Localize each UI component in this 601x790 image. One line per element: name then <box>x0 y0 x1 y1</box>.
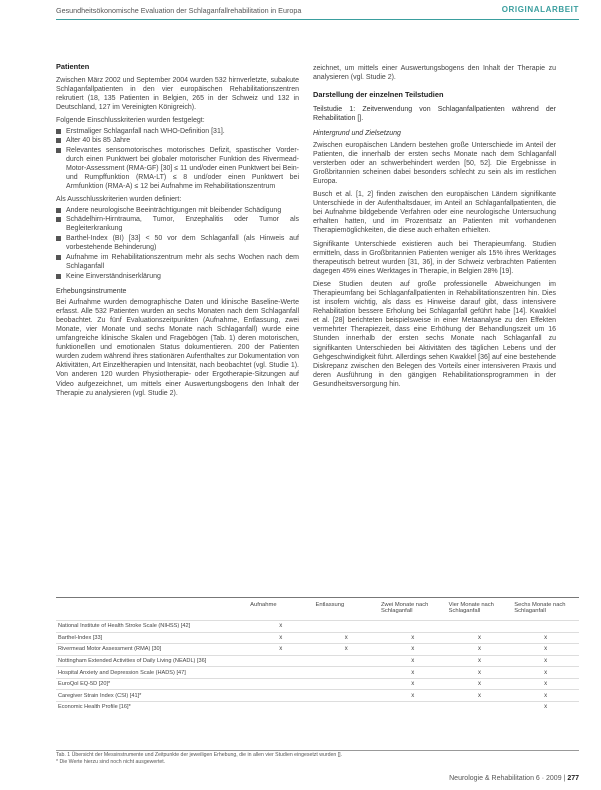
studies-heading: Darstellung der einzelnen Teilstudien <box>313 90 444 100</box>
inclusion-list <box>56 127 299 192</box>
running-title: Gesundheitsökonomische Evaluation der Schlaganfallrehabilitation in Europa <box>56 6 302 15</box>
table-cell <box>447 621 513 633</box>
row-label: Nottingham Extended Activities of Daily Living (NEADL) [36] <box>56 655 248 667</box>
table-header-row <box>56 598 579 621</box>
table-cell: x <box>512 667 579 679</box>
table-cell: x <box>447 690 513 702</box>
table-cell <box>248 690 313 702</box>
header-rule <box>56 19 579 20</box>
paragraph: Zwischen europäischen Ländern bestehen große Unterschiede im Anteil der Patienten, die innerhalb der ersten sechs Monate nach dem Schlaganfall versterben oder an schwerbehindert werden [50, 52]. Die Ergebnisse in Großbritannien scheinen dabei besonders schlecht zu sein als im restlichen Europa. <box>313 141 556 185</box>
page-footer <box>449 775 579 782</box>
bullet-icon <box>56 208 61 213</box>
table-cell: x <box>512 644 579 656</box>
table-row <box>56 702 579 713</box>
table-row <box>56 667 579 679</box>
table-cell: x <box>248 632 313 644</box>
row-label: EuroQol EQ-5D [20]* <box>56 678 248 690</box>
table-row <box>56 655 579 667</box>
page-number: 277 <box>567 775 579 782</box>
table-cell <box>447 702 513 713</box>
left-column <box>56 62 299 402</box>
row-label: National Institute of Health Stroke Scale (NIHSS) [42] <box>56 621 248 633</box>
table-cell <box>248 702 313 713</box>
table-cell: x <box>313 632 379 644</box>
table-cell: x <box>512 632 579 644</box>
background-heading: Hintergrund und Zielsetzung <box>313 130 401 138</box>
table-cell: x <box>248 621 313 633</box>
inclusion-label: Folgende Einschlusskriterien wurden festgelegt: <box>56 117 205 125</box>
bullet-icon <box>56 217 61 222</box>
caption-note: * Die Werte hierzu sind noch nicht ausgewertet. <box>56 759 166 765</box>
list-item: Andere neurologische Beeinträchtigungen mit bleibender Schädigung <box>56 206 299 215</box>
table-caption <box>56 752 579 766</box>
table-cell: x <box>379 690 447 702</box>
table-cell <box>313 621 379 633</box>
list-item: Alter 40 bis 85 Jahre <box>56 136 299 145</box>
continuation-text: zeichnet, um mittels einer Auswertungsbogens den Inhalt der Therapie zu analysieren (vgl. Studie 2). <box>313 65 556 82</box>
column-header: Sechs Monate nach Schlaganfall <box>514 602 566 614</box>
bullet-icon <box>56 138 61 143</box>
caption-text: Tab. 1 Übersicht der Messinstrumente und Zeitpunkte der jeweiligen Erhebung, die in allen vier Studien eingesetzt wurden []. <box>56 752 343 758</box>
table-cell <box>379 702 447 713</box>
table-cell <box>379 621 447 633</box>
table-cell: x <box>512 655 579 667</box>
exclusion-list <box>56 206 299 281</box>
table-cell: x <box>447 644 513 656</box>
instruments-table <box>56 598 579 713</box>
table-cell: x <box>447 667 513 679</box>
table-cell: x <box>379 644 447 656</box>
column-header: Entlassung <box>315 602 345 608</box>
row-label: Rivermead Motor Assessment (RMA) [30] <box>56 644 248 656</box>
bullet-icon <box>56 255 61 260</box>
bullet-icon <box>56 129 61 134</box>
bullet-icon <box>56 148 61 153</box>
instruments-heading: Erhebungsinstrumente <box>56 287 127 295</box>
table-cell: x <box>379 678 447 690</box>
footer-separator: | <box>563 775 568 782</box>
table-cell <box>248 655 313 667</box>
column-header: Vier Monate nach Schlaganfall <box>448 602 494 614</box>
table-cell: x <box>447 655 513 667</box>
table-cell <box>313 667 379 679</box>
list-item: Barthel-Index (BI) [33] < 50 vor dem Schlaganfall (als Hinweis auf vorbestehende Behinderung) <box>56 234 299 252</box>
table-row <box>56 644 579 656</box>
table-header-empty <box>56 598 248 621</box>
table-row <box>56 621 579 633</box>
bullet-icon <box>56 274 61 279</box>
table-cell: x <box>379 632 447 644</box>
study-label: Teilstudie 1: Zeitverwendung von Schlaganfallpatienten während der Rehabilitation []. <box>313 106 556 123</box>
table-cell: x <box>512 702 579 713</box>
table-cell <box>512 621 579 633</box>
journal-name: Neurologie & Rehabilitation 6 · 2009 <box>449 775 562 782</box>
column-header: Aufnahme <box>250 602 277 608</box>
table-cell: x <box>447 632 513 644</box>
table-cell: x <box>379 655 447 667</box>
table-cell: x <box>313 644 379 656</box>
list-item: Schädelhirn-Hirntrauma, Tumor, Enzephalitis oder Tumor als Begleiterkrankung <box>56 215 299 233</box>
paragraph: Signifikante Unterschiede existieren auch bei Therapieumfang. Studien ermitteln, dass in Großbritannien Patienten weniger als 15% ihres Werktages therapeutisch betreut wurden [31, 36], in der Schweiz verbrachten Patienten dagegen 45% eines Werktages in Therapie, in Belgien 28% [19]. <box>313 240 556 275</box>
column-header: Zwei Monate nach Schlaganfall <box>381 602 429 614</box>
bullet-icon <box>56 236 61 241</box>
table-row <box>56 690 579 702</box>
right-column <box>313 64 556 393</box>
table-row <box>56 632 579 644</box>
patients-heading: Patienten <box>56 62 90 71</box>
exclusion-label: Als Ausschlusskriterien wurden definiert: <box>56 196 182 204</box>
list-item: Aufnahme im Rehabilitationszentrum mehr als sechs Wochen nach dem Schlaganfall <box>56 253 299 271</box>
section-label: ORIGINALARBEIT <box>501 5 579 14</box>
table-cell: x <box>248 644 313 656</box>
instruments-text: Bei Aufnahme wurden demographische Daten und klinische Baseline-Werte erfasst. Alle 532 Patienten wurden an sechs Monaten nach dem Schlaganfall beobachtet. Zu fünf Evaluationszeitpunkten (Aufnahme, Entlassung, zwei Monate, vier Monate und sechs Monate nach Schlaganfall) wurde eine umfangreiche klinische Skalen und Fragebögen (Tab. 1) deren motorischen, funktionellen und emotionalen Status dokumentieren. 200 der Patienten wurden zudem während ihres stationären Aufenthaltes zur Dokumentation von Aktivitäten, Art Einzeltherapien und Intensität, nach beobachtet (vgl. Studie 1). Von anderen 120 wurden Physiotherapie- oder Ergotherapie-Sitzungen auf Video aufgezeichnet, um mittels einer Auswertungsbogens den Inhalt der Therapie zu analysieren (vgl. Studie 2). <box>56 298 299 397</box>
table-cell <box>248 667 313 679</box>
table-cell <box>313 690 379 702</box>
table-cell: x <box>447 678 513 690</box>
list-item: Erstmaliger Schlaganfall nach WHO-Definition [31]. <box>56 127 299 136</box>
table-cell <box>313 678 379 690</box>
table-cell: x <box>512 690 579 702</box>
row-label: Barthel-Index [33] <box>56 632 248 644</box>
paragraph: Busch et al. [1, 2] finden zwischen den europäischen Ländern signifikante Unterschiede in der Aufenthaltsdauer, im Anteil an Schlaganfallpatienten, die bei Aufnahme bildgebende Verfahren oder eine neurologische Untersuchung erhalten hatten, und im Prozentsatz an Patienten mit vorhandenen Therapiemöglichkeiten, die diese auch erhalten erhielten. <box>313 191 556 235</box>
table-cell: x <box>512 678 579 690</box>
table-cell <box>248 678 313 690</box>
table-cell: x <box>379 667 447 679</box>
table-cell <box>313 655 379 667</box>
row-label: Hospital Anxiety and Depression Scale (HADS) [47] <box>56 667 248 679</box>
row-label: Caregiver Strain Index (CSI) [41]* <box>56 690 248 702</box>
table-cell <box>313 702 379 713</box>
paragraph: Diese Studien deuten auf große professionelle Abweichungen im Therapieumfang bei Schlaganfallpatienten in Rehabilitationszentren hin. Dies ist insofern wichtig, als dass es Hinweise darauf gibt, dass intensivere Rehabilitation bessere Erholung bei Schlaganfall geführt habe [14]. Kwakkel et al. [28] berichteten beispielsweise in einer Metaanalyse zu den Effekten vermehrter Therapiezeit, dass eine Erhöhung der Behandlungszeit um 16 Stunden innerhalb der ersten sechs Monate nach Schlaganfall zu signifikanten Unterschieden bei Aktivitäten des täglichen Lebens und der Gehgeschwindigkeit führt. Allerdings sehen Kwakkel [36] auf eine bestehende Diskrepanz zwischen den Belegen des Vorteils einer intensiveren Praxis und deren Ausführung in den gängigen Rehabilitationsprogrammen in der Gesundheitsversorgung hin. <box>313 280 556 388</box>
row-label: Economic Health Profile [16]* <box>56 702 248 713</box>
list-item: Relevantes sensomotorisches motorisches Defizit, spastischer Vorder- durch einen Punktwert bei globaler motorischer Funktion des Rivermead-Motor-Assessment (RMA-GF) [30] ≤ 11 und/oder einen Punktwert bei Bein- und Rumpffunktion (RMA-LT) ≤ 8 und/oder einen Punktwert bei Armfunktion (RMA-A) ≤ 12 bei Aufnahme im Rehabilitationszentrum <box>56 146 299 191</box>
table-bottom-rule <box>56 750 579 751</box>
list-item: Keine Einverständniserklärung <box>56 272 299 281</box>
table-row <box>56 678 579 690</box>
patients-intro: Zwischen März 2002 und September 2004 wurden 532 hirnverletzte, subakute Schlaganfallpatienten in den vier europäischen Rehabilitationszentren rekrutiert (18, 135 Patienten in Belgien, 265 in der Schweiz und 132 in Deutschland, 127 im Vereinigten Königreich). <box>56 77 299 112</box>
